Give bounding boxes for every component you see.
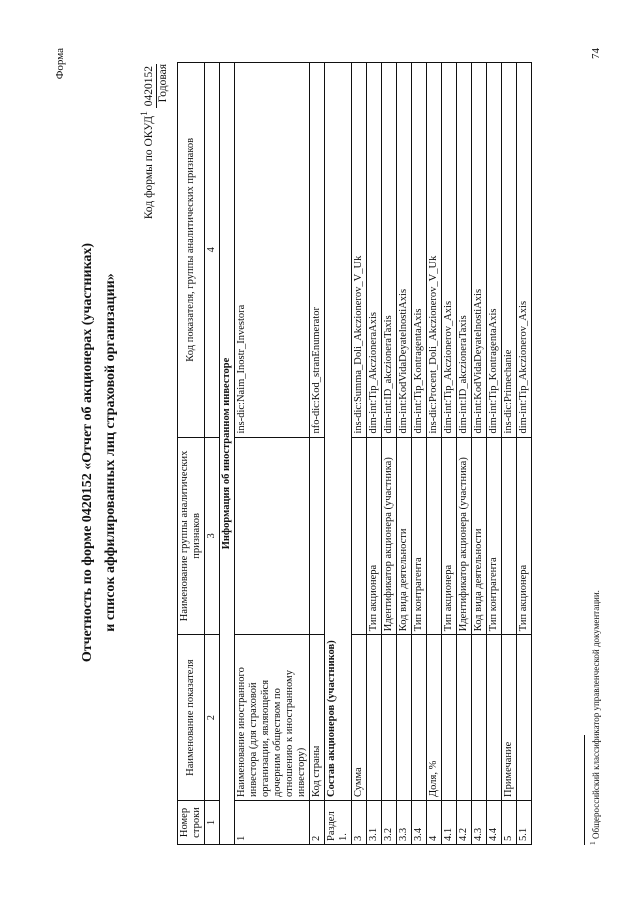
table-row bbox=[352, 63, 367, 845]
table-header-row bbox=[178, 63, 205, 845]
report-title-line-1: Отчетность по форме 0420152 «Отчет об акционерах (участниках) bbox=[80, 242, 95, 663]
group-name-cell bbox=[235, 437, 310, 635]
column-number: 4 bbox=[205, 63, 220, 438]
code-cell: nfo-dic:Kod_stranEnumerator bbox=[310, 63, 325, 438]
okud-block bbox=[138, 64, 170, 219]
section-1-row bbox=[325, 63, 352, 845]
row-number-cell: 4.1 bbox=[442, 801, 457, 845]
indicator-name-cell bbox=[472, 635, 487, 801]
footnote-rule bbox=[584, 735, 585, 845]
row-number-cell: 4.2 bbox=[457, 801, 472, 845]
code-cell: ins-dic:Naim_Inostr_Investora bbox=[235, 63, 310, 438]
group-name-cell: Тип акционера bbox=[442, 437, 457, 635]
table-row bbox=[382, 63, 397, 845]
table-row bbox=[367, 63, 382, 845]
indicator-name-cell bbox=[487, 635, 502, 801]
table-body bbox=[220, 63, 532, 845]
table-row bbox=[235, 63, 310, 845]
group-name-cell: Идентификатор акционера (участника) bbox=[457, 437, 472, 635]
report-title-line-2: и список аффилированных лиц страховой организации» bbox=[103, 273, 118, 632]
indicator-name-cell: Примечание bbox=[502, 635, 517, 801]
page-number: 74 bbox=[590, 48, 602, 59]
group-name-cell: Тип контрагента bbox=[412, 437, 427, 635]
column-number: 3 bbox=[205, 437, 220, 635]
row-number-cell: 4.3 bbox=[472, 801, 487, 845]
indicator-name-cell: Код страны bbox=[310, 635, 325, 801]
row-number-cell: 3 bbox=[352, 801, 367, 845]
section-1-title: Состав акционеров (участников) bbox=[326, 640, 337, 798]
section-info-row bbox=[220, 63, 235, 845]
indicator-name-cell bbox=[367, 635, 382, 801]
indicator-table bbox=[177, 62, 532, 845]
group-name-cell bbox=[352, 437, 367, 635]
table-row bbox=[472, 63, 487, 845]
group-name-cell bbox=[502, 437, 517, 635]
okud-footnote-mark: 1 bbox=[139, 111, 150, 116]
column-number: 2 bbox=[205, 635, 220, 801]
okud-code: 0420152 bbox=[142, 66, 155, 107]
footnote-text: Общероссийский классификатор управленческой документации. bbox=[591, 590, 601, 839]
row-number-cell: 3.1 bbox=[367, 801, 382, 845]
group-name-cell: Код вида деятельности bbox=[397, 437, 412, 635]
row-number-cell: 5 bbox=[502, 801, 517, 845]
form-label: Форма bbox=[54, 48, 66, 80]
indicator-name-cell: Наименование иностранного инвестора (для страховой организации, являющейся дочерним обществом по отношению к иностранному инвестору) bbox=[235, 635, 310, 801]
row-number-cell: 4.4 bbox=[487, 801, 502, 845]
code-cell: dim-int:Tip_KontragentaAxis bbox=[487, 63, 502, 438]
row-number-cell: 1 bbox=[235, 801, 310, 845]
row-number-cell: 4 bbox=[427, 801, 442, 845]
indicator-name-cell bbox=[457, 635, 472, 801]
table-row bbox=[427, 63, 442, 845]
section-info-title: Информация об иностранном инвесторе bbox=[220, 63, 235, 845]
group-name-cell bbox=[427, 437, 442, 635]
section-1-label: Раздел 1. bbox=[325, 801, 352, 845]
indicator-name-cell bbox=[397, 635, 412, 801]
group-name-cell bbox=[310, 437, 325, 635]
table-row bbox=[487, 63, 502, 845]
section-1-title-cell bbox=[325, 63, 352, 801]
row-number-cell: 2 bbox=[310, 801, 325, 845]
column-number-row bbox=[205, 63, 220, 845]
code-cell: dim-int:KodVidaDeyatelnostiAxis bbox=[397, 63, 412, 438]
header-group-name: Наименование группы аналитических признаков bbox=[178, 437, 205, 635]
indicator-name-cell bbox=[412, 635, 427, 801]
okud-period: Годовая bbox=[156, 64, 169, 103]
okud-label: Код формы по ОКУД bbox=[142, 115, 155, 220]
indicator-name-cell: Сумма bbox=[352, 635, 367, 801]
header-row-number: Номер строки bbox=[178, 801, 205, 845]
row-number-cell: 3.4 bbox=[412, 801, 427, 845]
code-cell: dim-int:Tip_AkczioneraAxis bbox=[367, 63, 382, 438]
table-row bbox=[442, 63, 457, 845]
table-row bbox=[517, 63, 532, 845]
code-cell: dim-int:Tip_Akczionerov_Axis bbox=[442, 63, 457, 438]
group-name-cell: Тип акционера bbox=[517, 437, 532, 635]
indicator-name-cell bbox=[382, 635, 397, 801]
footnote bbox=[588, 590, 601, 845]
row-number-cell: 3.3 bbox=[397, 801, 412, 845]
group-name-cell: Тип контрагента bbox=[487, 437, 502, 635]
code-cell: dim-int:ID_akczioneraTaxis bbox=[382, 63, 397, 438]
code-cell: ins-dic:Summa_Doli_Akczionerov_V_Uk bbox=[352, 63, 367, 438]
row-number-cell: 3.2 bbox=[382, 801, 397, 845]
table-row bbox=[502, 63, 517, 845]
indicator-name-cell: Доля, % bbox=[427, 635, 442, 801]
indicator-name-cell bbox=[517, 635, 532, 801]
group-name-cell: Идентификатор акционера (участника) bbox=[382, 437, 397, 635]
code-cell: dim-int:Tip_KontragentaAxis bbox=[412, 63, 427, 438]
footnote-mark: 1 bbox=[588, 841, 597, 845]
code-cell: dim-int:ID_akczioneraTaxis bbox=[457, 63, 472, 438]
indicator-name-cell bbox=[442, 635, 457, 801]
group-name-cell: Тип акционера bbox=[367, 437, 382, 635]
table-row bbox=[457, 63, 472, 845]
table-row bbox=[397, 63, 412, 845]
code-cell: ins-dic:Primechanie bbox=[502, 63, 517, 438]
code-cell: dim-int:KodVidaDeyatelnostiAxis bbox=[472, 63, 487, 438]
row-number-cell: 5.1 bbox=[517, 801, 532, 845]
header-code-name: Код показателя, группы аналитических признаков bbox=[178, 63, 205, 438]
header-indicator-name: Наименование показателя bbox=[178, 635, 205, 801]
code-cell: ins-dic:Procent_Doli_Akczionerov_V_Uk bbox=[427, 63, 442, 438]
group-name-cell: Код вида деятельности bbox=[472, 437, 487, 635]
table-row bbox=[310, 63, 325, 845]
table-row bbox=[412, 63, 427, 845]
code-cell: dim-int:Tip_Akczionerov_Axis bbox=[517, 63, 532, 438]
column-number: 1 bbox=[205, 801, 220, 845]
